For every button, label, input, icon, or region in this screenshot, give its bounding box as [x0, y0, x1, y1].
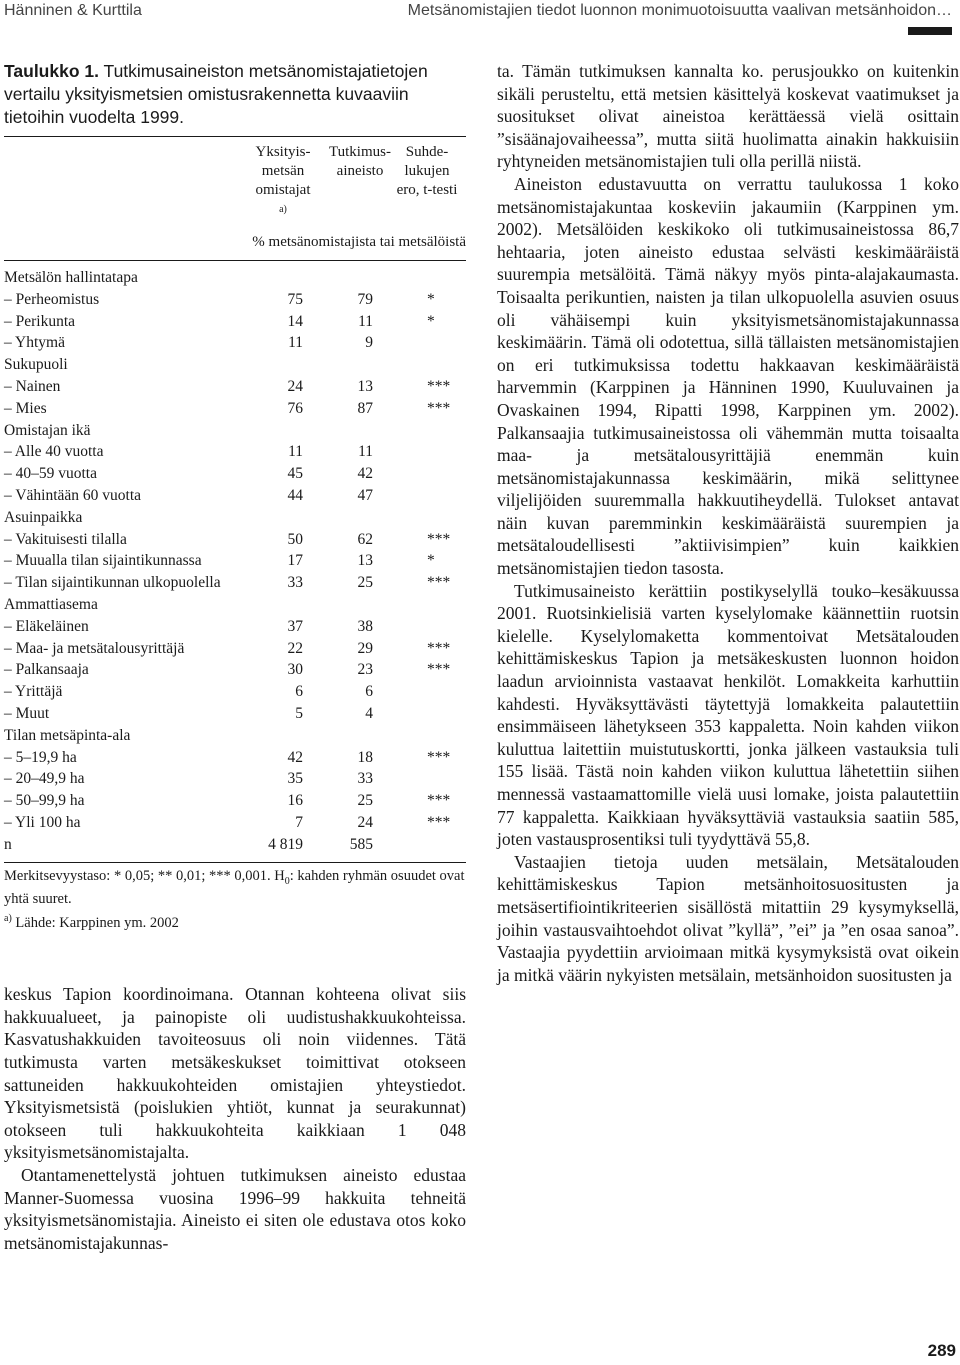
col1-line1: Yksityis- [255, 144, 311, 160]
cell-sig: *** [427, 661, 451, 679]
col3-line3: ero, t-testi [396, 182, 458, 198]
table-body [4, 261, 466, 856]
table-row [4, 550, 466, 572]
cell-label: Omistajan ikä [4, 421, 91, 439]
cell-v1 [266, 594, 303, 616]
cell-sig [373, 834, 466, 856]
cell-v1: 45 [287, 465, 303, 483]
cell-sig: *** [427, 399, 451, 417]
cell-v1: 76 [287, 399, 303, 417]
table-row [4, 354, 466, 376]
cell-v1 [266, 507, 303, 529]
page-number: 289 [927, 1341, 956, 1360]
cell-v2: 585 [349, 835, 373, 853]
paragraph: Aineiston edustavuutta on verrattu taulukossa 1 koko metsänomistajakuntaa koskeviin jakaumiin (Karppinen ym. 2002). Metsälöiden keskikoko oli tutkimusaineistossa 86,7 hehtaaria, joten aineisto edustaa selvästi keskimääräistä suurempia metsälöitä. Tämä näkyy myös pinta-alajakaumasta. Toisaalta perikuntien, naisten ja tilan ulkopuolella asuvien osuus oli vähäisempi kuin yksityismetsänomistajakunnassa keskimäärin. Tämä oli odotettua, sillä tällaisten metsänomistajien on eri tutkimuksissa todettu hakkaavan keskimääräistä harvemmin (Karppinen ja Hänninen 1990, Kuuluvainen ja Ovaskainen 1994, Ripatti 1998, Karppinen ym. 2002). Palkansaajia tutkimusaineistossa oli vähemmän mutta toisaalta maa- ja metsätalousyrittäjiä enemmän kuin metsänomistajakunnassa keskimäärin, mikä selittynee viljelijöiden suuremmalla hakkuutiheydellä. Tulokset antavat näin kuvan paremminkin keskimääräistä suurempien ja metsätaloudellisesti ”aktiivisimpien” kuin kaikkien metsänomistajien tiedon tasosta. [497, 173, 959, 579]
cell-label: Asuinpaikka [4, 508, 83, 526]
header-bar [908, 27, 952, 35]
cell-sig [373, 768, 466, 790]
cell-label: Ammattiasema [4, 595, 98, 613]
cell-label: – Eläkeläinen [4, 617, 89, 635]
col2-line2: aineisto [336, 163, 384, 179]
cell-label: – Yhtymä [4, 334, 65, 352]
table-row [4, 311, 466, 333]
cell-v2 [303, 594, 373, 616]
cell-v2: 11 [358, 443, 373, 461]
table-row [4, 441, 466, 463]
cell-sig [373, 681, 466, 703]
table-row [4, 594, 466, 616]
table-row [4, 812, 466, 834]
cell-label: – Perheomistus [4, 290, 100, 308]
table-notes [4, 867, 466, 934]
cell-v2: 29 [357, 639, 373, 657]
cell-label: – Muut [4, 704, 50, 722]
cell-label: – 5–19,9 ha [4, 748, 77, 766]
cell-v2: 23 [357, 661, 373, 679]
paragraph: ta. Tämän tutkimuksen kannalta ko. perusjoukko on kuitenkin sikäli perusteltu, että metsien käsittelyä koskevat vaatimukset ja suositukset olivat aineistoa kerättäessä vielä osittain ”sisäänajovaiheessa”, mutta siitä huolimatta ainakin hakkuisiin ryhtyneiden metsänomistajien tuli olla perillä niistä. [497, 61, 959, 172]
cell-v1: 22 [287, 639, 303, 657]
cell-label: Metsälön hallintatapa [4, 269, 138, 286]
cell-v1: 50 [287, 530, 303, 548]
table-row [4, 463, 466, 485]
cell-label: – 50–99,9 ha [4, 792, 85, 810]
cell-v2 [303, 354, 373, 376]
cell-v2: 38 [357, 617, 373, 635]
cell-v1: 75 [287, 290, 303, 308]
cell-sig: *** [427, 574, 451, 592]
col-header-t-test [388, 143, 466, 200]
table-caption-label: Taulukko 1. [4, 61, 99, 81]
units-label: % metsänomistajista tai metsälöistä [252, 234, 466, 250]
cell-v1 [266, 354, 303, 376]
cell-v1: 33 [287, 574, 303, 592]
col1-line3 [252, 181, 314, 224]
table-row [4, 261, 466, 289]
cell-sig [373, 725, 466, 747]
table-caption-text: Tutkimusaineiston metsänomistajatietojen vertailu yksityismetsien omistusrakennetta kuvaaviin tietoihin vuodelta 1999. [4, 61, 428, 127]
cell-v1 [266, 420, 303, 442]
cell-sig: * [427, 290, 435, 308]
left-column [4, 60, 466, 1254]
cell-v1: 6 [295, 683, 303, 701]
cell-v2: 87 [357, 399, 373, 417]
cell-sig [373, 354, 466, 376]
cell-v1: 42 [287, 748, 303, 766]
cell-sig: * [427, 312, 435, 330]
cell-label: – Yrittäjä [4, 683, 63, 701]
note2-sup: a) [4, 913, 12, 925]
cell-v1: 37 [287, 617, 303, 635]
note2-text: Lähde: Karppinen ym. 2002 [11, 915, 179, 932]
cell-v1: 14 [287, 312, 303, 330]
cell-label: Sukupuoli [4, 356, 68, 374]
cell-v2 [303, 420, 373, 442]
cell-v1 [266, 261, 303, 289]
table-bottom-rule [4, 862, 466, 863]
table-row [4, 768, 466, 790]
header-authors: Hänninen & Kurttila [4, 2, 142, 19]
cell-v1: 7 [295, 813, 303, 831]
cell-label: – Mies [4, 399, 47, 417]
col3-line2: lukujen [404, 163, 450, 179]
table-row [4, 289, 466, 311]
header-running-title: Metsänomistajien tiedot luonnon monimuotoisuutta vaalivan metsänhoidon… [407, 2, 952, 19]
cell-v1: 30 [287, 661, 303, 679]
cell-v2: 25 [357, 792, 373, 810]
cell-sig [373, 463, 466, 485]
cell-sig [373, 261, 466, 289]
col3-line1: Suhde- [405, 144, 449, 160]
cell-label: – Yli 100 ha [4, 813, 81, 831]
cell-label: Tilan metsäpinta-ala [4, 726, 131, 744]
cell-sig: *** [427, 530, 451, 548]
cell-v2 [303, 507, 373, 529]
table-row [4, 659, 466, 681]
running-header [0, 0, 960, 24]
table-caption [4, 60, 466, 129]
cell-v2 [303, 725, 373, 747]
table-row [4, 376, 466, 398]
cell-v2: 13 [357, 377, 373, 395]
col-header-private-owners [252, 143, 314, 224]
paragraph: keskus Tapion koordinoimana. Otannan kohteena olivat siis hakkuualueet, ja painopiste oli uudistushakkuukohteissa. Kasvatushakkuiden tavoiteosuus oli noin viidennes. Tätä tutkimusta varten metsäkeskukset toimittivat otokseen sattuneiden hakkuukohteiden omistajien yhteystiedot. Yksityismetsistä (poislukien yhtiöt, kunnat ja seurakunnat) otokseen tuli hakkuukohteita kaikkiaan 1 048 yksityismetsänomistajalta. [4, 984, 466, 1163]
cell-v2: 25 [357, 574, 373, 592]
table-row [4, 834, 466, 856]
cell-label: – Perikunta [4, 312, 76, 330]
cell-v2: 6 [365, 683, 373, 701]
cell-sig [373, 441, 466, 463]
table-row [4, 485, 466, 507]
cell-v1: 11 [288, 443, 303, 461]
col-header-study-data [324, 143, 396, 181]
table-row [4, 681, 466, 703]
right-body-text [497, 60, 959, 986]
cell-v2: 18 [357, 748, 373, 766]
cell-label: – Nainen [4, 377, 61, 395]
cell-v2: 47 [357, 486, 373, 504]
cell-label: n [4, 835, 12, 853]
cell-v2: 4 [365, 704, 373, 722]
cell-v2: 13 [357, 552, 373, 570]
source-note [4, 909, 466, 933]
cell-sig: * [427, 552, 435, 570]
cell-v2: 79 [357, 290, 373, 308]
cell-label: – Tilan sijaintikunnan ulkopuolella [4, 574, 221, 592]
cell-label: – Vähintään 60 vuotta [4, 486, 142, 504]
cell-sig: *** [427, 813, 451, 831]
table-row [4, 638, 466, 660]
col1-sup: a) [279, 204, 287, 215]
table-row [4, 507, 466, 529]
cell-sig [373, 485, 466, 507]
paragraph: Otantamenettelystä johtuen tutkimuksen aineisto edustaa Manner-Suomessa vuosina 1996–99 hakkuita tehneitä yksityismetsänomistajia. Aineisto ei siten ole edustava otos koko metsänomistajakunnas- [4, 1164, 466, 1253]
table-row [4, 332, 466, 354]
cell-label: – Muualla tilan sijaintikunnassa [4, 552, 202, 570]
cell-v2: 42 [357, 465, 373, 483]
col2-line1: Tutkimus- [329, 144, 391, 160]
cell-v2 [303, 261, 373, 289]
cell-sig [373, 420, 466, 442]
data-table [4, 261, 466, 856]
table-row [4, 572, 466, 594]
cell-sig [373, 616, 466, 638]
cell-v2: 62 [357, 530, 373, 548]
cell-label: – 20–49,9 ha [4, 770, 85, 788]
table-row [4, 529, 466, 551]
cell-label: – Palkansaaja [4, 661, 89, 679]
cell-label: – 40–59 vuotta [4, 465, 97, 483]
cell-sig: *** [427, 377, 451, 395]
col1-line3-text: omistajat [255, 182, 311, 198]
cell-v1 [266, 725, 303, 747]
paragraph: Tutkimusaineisto kerättiin postikyselyllä touko–kesäkuussa 2001. Ruotsinkielisiä varten kyselylomake käännettiin ruotsin kielelle. Kyselylomaketta kommentoivat Metsätalouden kehittämiskeskus Tapion ja metsäkeskusten luonnon hoidon laadun arvioinnista vastaavat henkilöt. Lomakkeita karhuttiin kahdesti. Hyväksyttävästi täytettyjä lomakkeita palautettiin ensimmäiseen lähetykseen 353 kappaletta. Noin kahden viikon kuluttua laitettiin muistutuskortti, jonka jälkeen vastauksia tuli 155 lisää. Tästä noin kahden viikon kuluttua lähetettiin siihen mennessä vastaamattomille vielä uusi lomake, joista palautettiin 77 kappaletta. Kaikkiaan hyväksyttäviä vastauksia saatiin 585, joten vastausprosentiksi tuli tyydyttävä 55,8. [497, 580, 959, 850]
cell-label: – Alle 40 vuotta [4, 443, 104, 461]
cell-label: – Vakituisesti tilalla [4, 530, 127, 548]
cell-v2: 24 [357, 813, 373, 831]
cell-sig: *** [427, 792, 451, 810]
cell-v1: 44 [287, 486, 303, 504]
cell-sig: *** [427, 639, 451, 657]
cell-sig [373, 703, 466, 725]
table-row [4, 420, 466, 442]
cell-v1: 17 [287, 552, 303, 570]
note1-sub: 0 [284, 875, 290, 887]
cell-v1: 4 819 [268, 835, 303, 853]
cell-v2: 9 [365, 334, 373, 352]
table-row [4, 616, 466, 638]
cell-v1: 24 [287, 377, 303, 395]
cell-v2: 11 [358, 312, 373, 330]
col1-line2: metsän [261, 163, 305, 179]
table-row [4, 747, 466, 769]
cell-label: – Maa- ja metsätalousyrittäjä [4, 639, 185, 657]
cell-v1: 5 [295, 704, 303, 722]
cell-v1: 16 [287, 792, 303, 810]
significance-note [4, 867, 466, 910]
paragraph: Vastaajien tietoja uuden metsälain, Metsätalouden kehittämiskeskus Tapion metsänhoitosuositusten ja metsäsertifiointikriteerien sisällöstä mitattiin 29 kysymyksellä, joihin vastausvaihtoehdot olivat ”kyllä”, ”ei” ja ”en osaa sanoa”. Vastaajia pyydettiin arvioimaan mitkä kysymyksistä ovat oikein ja mitkä väärin nykyisten metsälain, metsänhoidon suositusten ja [497, 851, 959, 985]
note1-pre: Merkitsevyystaso: * 0,05; ** 0,01; *** 0,001. H [4, 867, 285, 884]
table-header [4, 137, 466, 260]
cell-v1: 11 [288, 334, 303, 352]
table-row [4, 703, 466, 725]
note1-post: : kahden ryhmän osuudet ovat yhtä suuret. [4, 867, 465, 908]
table-row [4, 790, 466, 812]
cell-sig [373, 594, 466, 616]
table-row [4, 725, 466, 747]
cell-v1: 35 [287, 770, 303, 788]
table-row [4, 398, 466, 420]
cell-v2: 33 [357, 770, 373, 788]
cell-sig: *** [427, 748, 451, 766]
right-column [497, 60, 959, 986]
left-body-text [4, 983, 466, 1254]
cell-sig [373, 332, 466, 354]
cell-sig [373, 507, 466, 529]
